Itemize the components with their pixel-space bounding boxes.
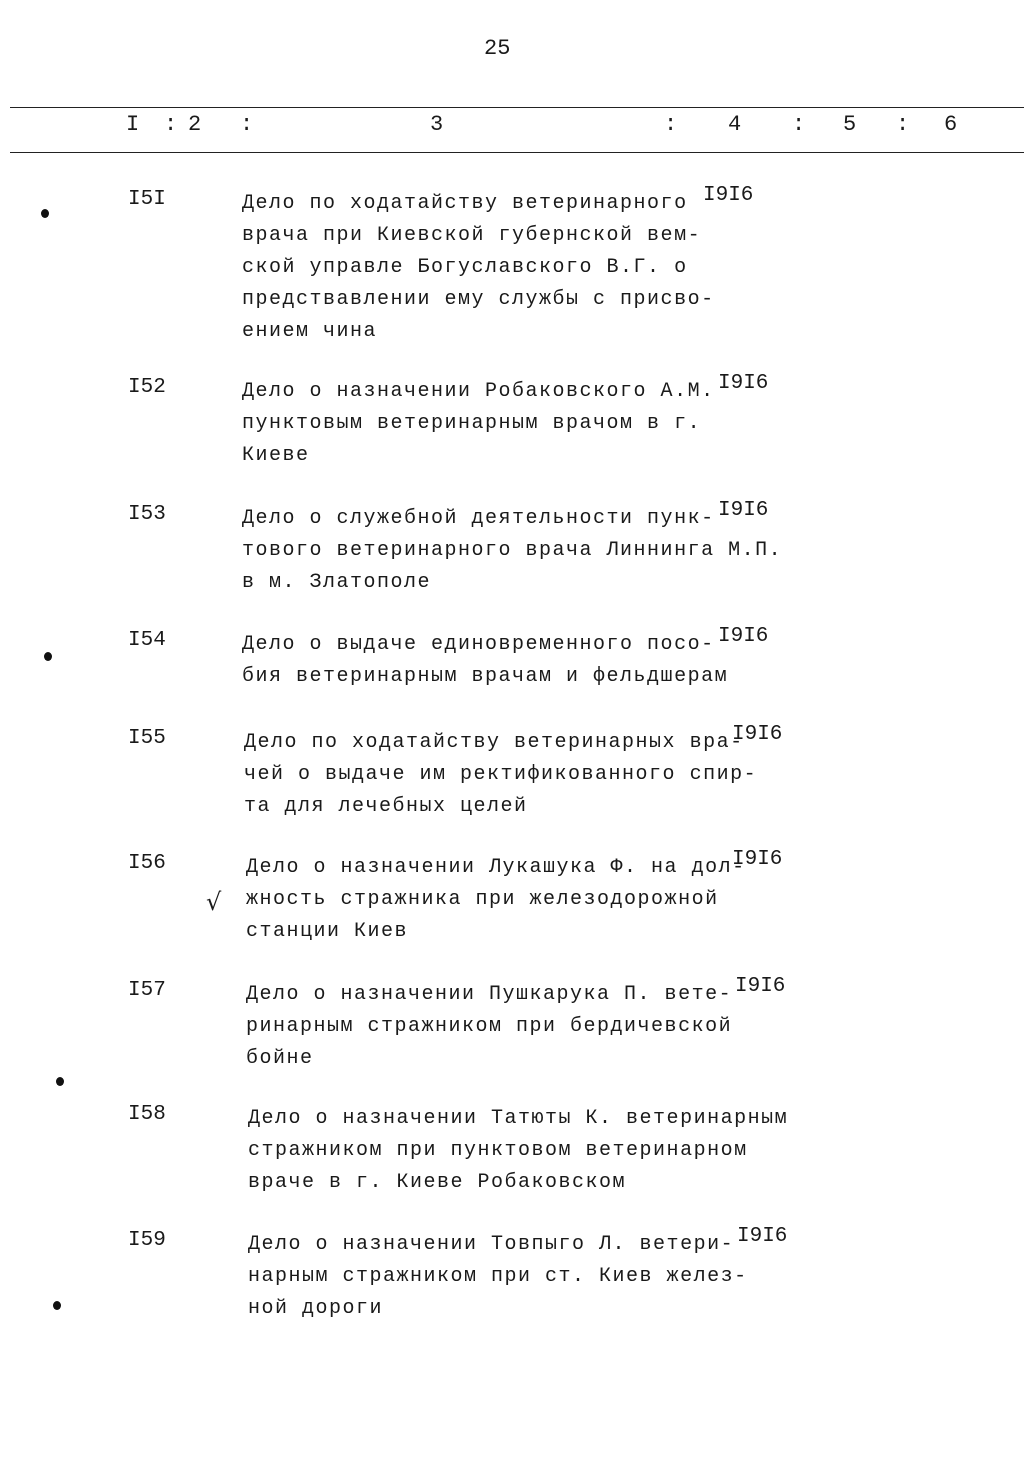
column-separator: : <box>792 112 806 137</box>
column-separator: : <box>896 112 910 137</box>
entry-number: I54 <box>128 629 166 652</box>
entry-title-line: Киеве <box>242 444 310 467</box>
entry-title-line: Дело о назначении Робаковского А.М. <box>242 380 715 403</box>
entry-title-line: пунктовым ветеринарным врачом в г. <box>242 412 702 435</box>
column-header-6: 6 <box>944 112 958 137</box>
entry-title <box>242 188 715 348</box>
entry-title-line: Дело о назначении Татюты К. ветеринарным <box>248 1107 789 1130</box>
entry-number: I52 <box>128 376 166 399</box>
entry-title-line: бойне <box>246 1047 314 1070</box>
entry-title-line: та для лечебных целей <box>244 795 528 818</box>
entry-title-line: Дело по ходатайству ветеринарного <box>242 192 688 215</box>
page-number: 25 <box>484 36 511 61</box>
entry-title <box>242 376 715 472</box>
entry-title-line: чей о выдаче им ректификованного спир- <box>244 763 758 786</box>
entry-title-line: ением чина <box>242 320 378 343</box>
column-separator: : <box>664 112 678 137</box>
entry-year: I9I6 <box>718 372 769 395</box>
entry-title-line: Дело о назначении Лукашука Ф. на дол- <box>246 856 746 879</box>
column-header-2: 2 <box>188 112 202 137</box>
entry-title-line: врача при Киевской губернской вем- <box>242 224 702 247</box>
column-header-5: 5 <box>843 112 857 137</box>
entry-title-line: жность стражника при железодорожной <box>246 888 719 911</box>
entry-title-line: стражником при пунктовом ветеринарном <box>248 1139 748 1162</box>
entry-title-line: нарным стражником при ст. Киев желез- <box>248 1265 748 1288</box>
entry-title-line: враче в г. Киеве Робаковском <box>248 1171 627 1194</box>
column-header-1: I <box>126 112 140 137</box>
entry-number: I59 <box>128 1229 166 1252</box>
entry-number: I57 <box>128 979 166 1002</box>
entry-title-line: станции Киев <box>246 920 409 943</box>
entry-title-line: ской управле Богуславского В.Г. о <box>242 256 688 279</box>
punch-hole-mark <box>53 1301 61 1310</box>
entry-title <box>242 503 782 599</box>
entry-title <box>242 629 728 693</box>
entry-title-line: Дело о назначении Товпыго Л. ветери- <box>248 1233 735 1256</box>
entry-title-line: тового ветеринарного врача Линнинга М.П. <box>242 539 783 562</box>
entry-title-line: Дело о служебной деятельности пунк- <box>242 507 715 530</box>
entry-title-line: ной дороги <box>248 1297 384 1320</box>
entry-title-line: Дело о выдаче единовременного посо- <box>242 633 715 656</box>
entry-year: I9I6 <box>737 1225 788 1248</box>
entry-title-line: бия ветеринарным врачам и фельдшерам <box>242 665 729 688</box>
header-bottom-rule <box>10 152 1024 153</box>
entry-title <box>248 1103 788 1199</box>
entry-year: I9I6 <box>732 848 783 871</box>
entry-title <box>246 979 732 1075</box>
entry-year: I9I6 <box>718 499 769 522</box>
entry-title-line: Дело о назначении Пушкарука П. вете- <box>246 983 733 1006</box>
column-separator: : <box>164 112 178 137</box>
entry-title <box>244 727 757 823</box>
entry-year: I9I6 <box>703 184 754 207</box>
entry-year: I9I6 <box>718 625 769 648</box>
entry-year: I9I6 <box>735 975 786 998</box>
handwritten-checkmark: √ <box>206 888 222 916</box>
column-separator: : <box>240 112 254 137</box>
entry-title-line: предствавлении ему службы с присво- <box>242 288 715 311</box>
punch-hole-mark <box>56 1077 64 1086</box>
entry-number: I56 <box>128 852 166 875</box>
punch-hole-mark <box>41 209 49 218</box>
entry-title <box>248 1229 748 1325</box>
punch-hole-mark <box>44 652 52 661</box>
entry-title-line: в м. Златополе <box>242 571 432 594</box>
entry-number: I53 <box>128 503 166 526</box>
entry-year: I9I6 <box>732 723 783 746</box>
entry-title-line: Дело по ходатайству ветеринарных вра- <box>244 731 744 754</box>
entry-title-line: ринарным стражником при бердичевской <box>246 1015 733 1038</box>
entry-title <box>246 852 746 948</box>
header-top-rule <box>10 107 1024 108</box>
column-header-4: 4 <box>728 112 742 137</box>
column-header-3: 3 <box>430 112 444 137</box>
entry-number: I5I <box>128 188 166 211</box>
entry-number: I55 <box>128 727 166 750</box>
entry-number: I58 <box>128 1103 166 1126</box>
